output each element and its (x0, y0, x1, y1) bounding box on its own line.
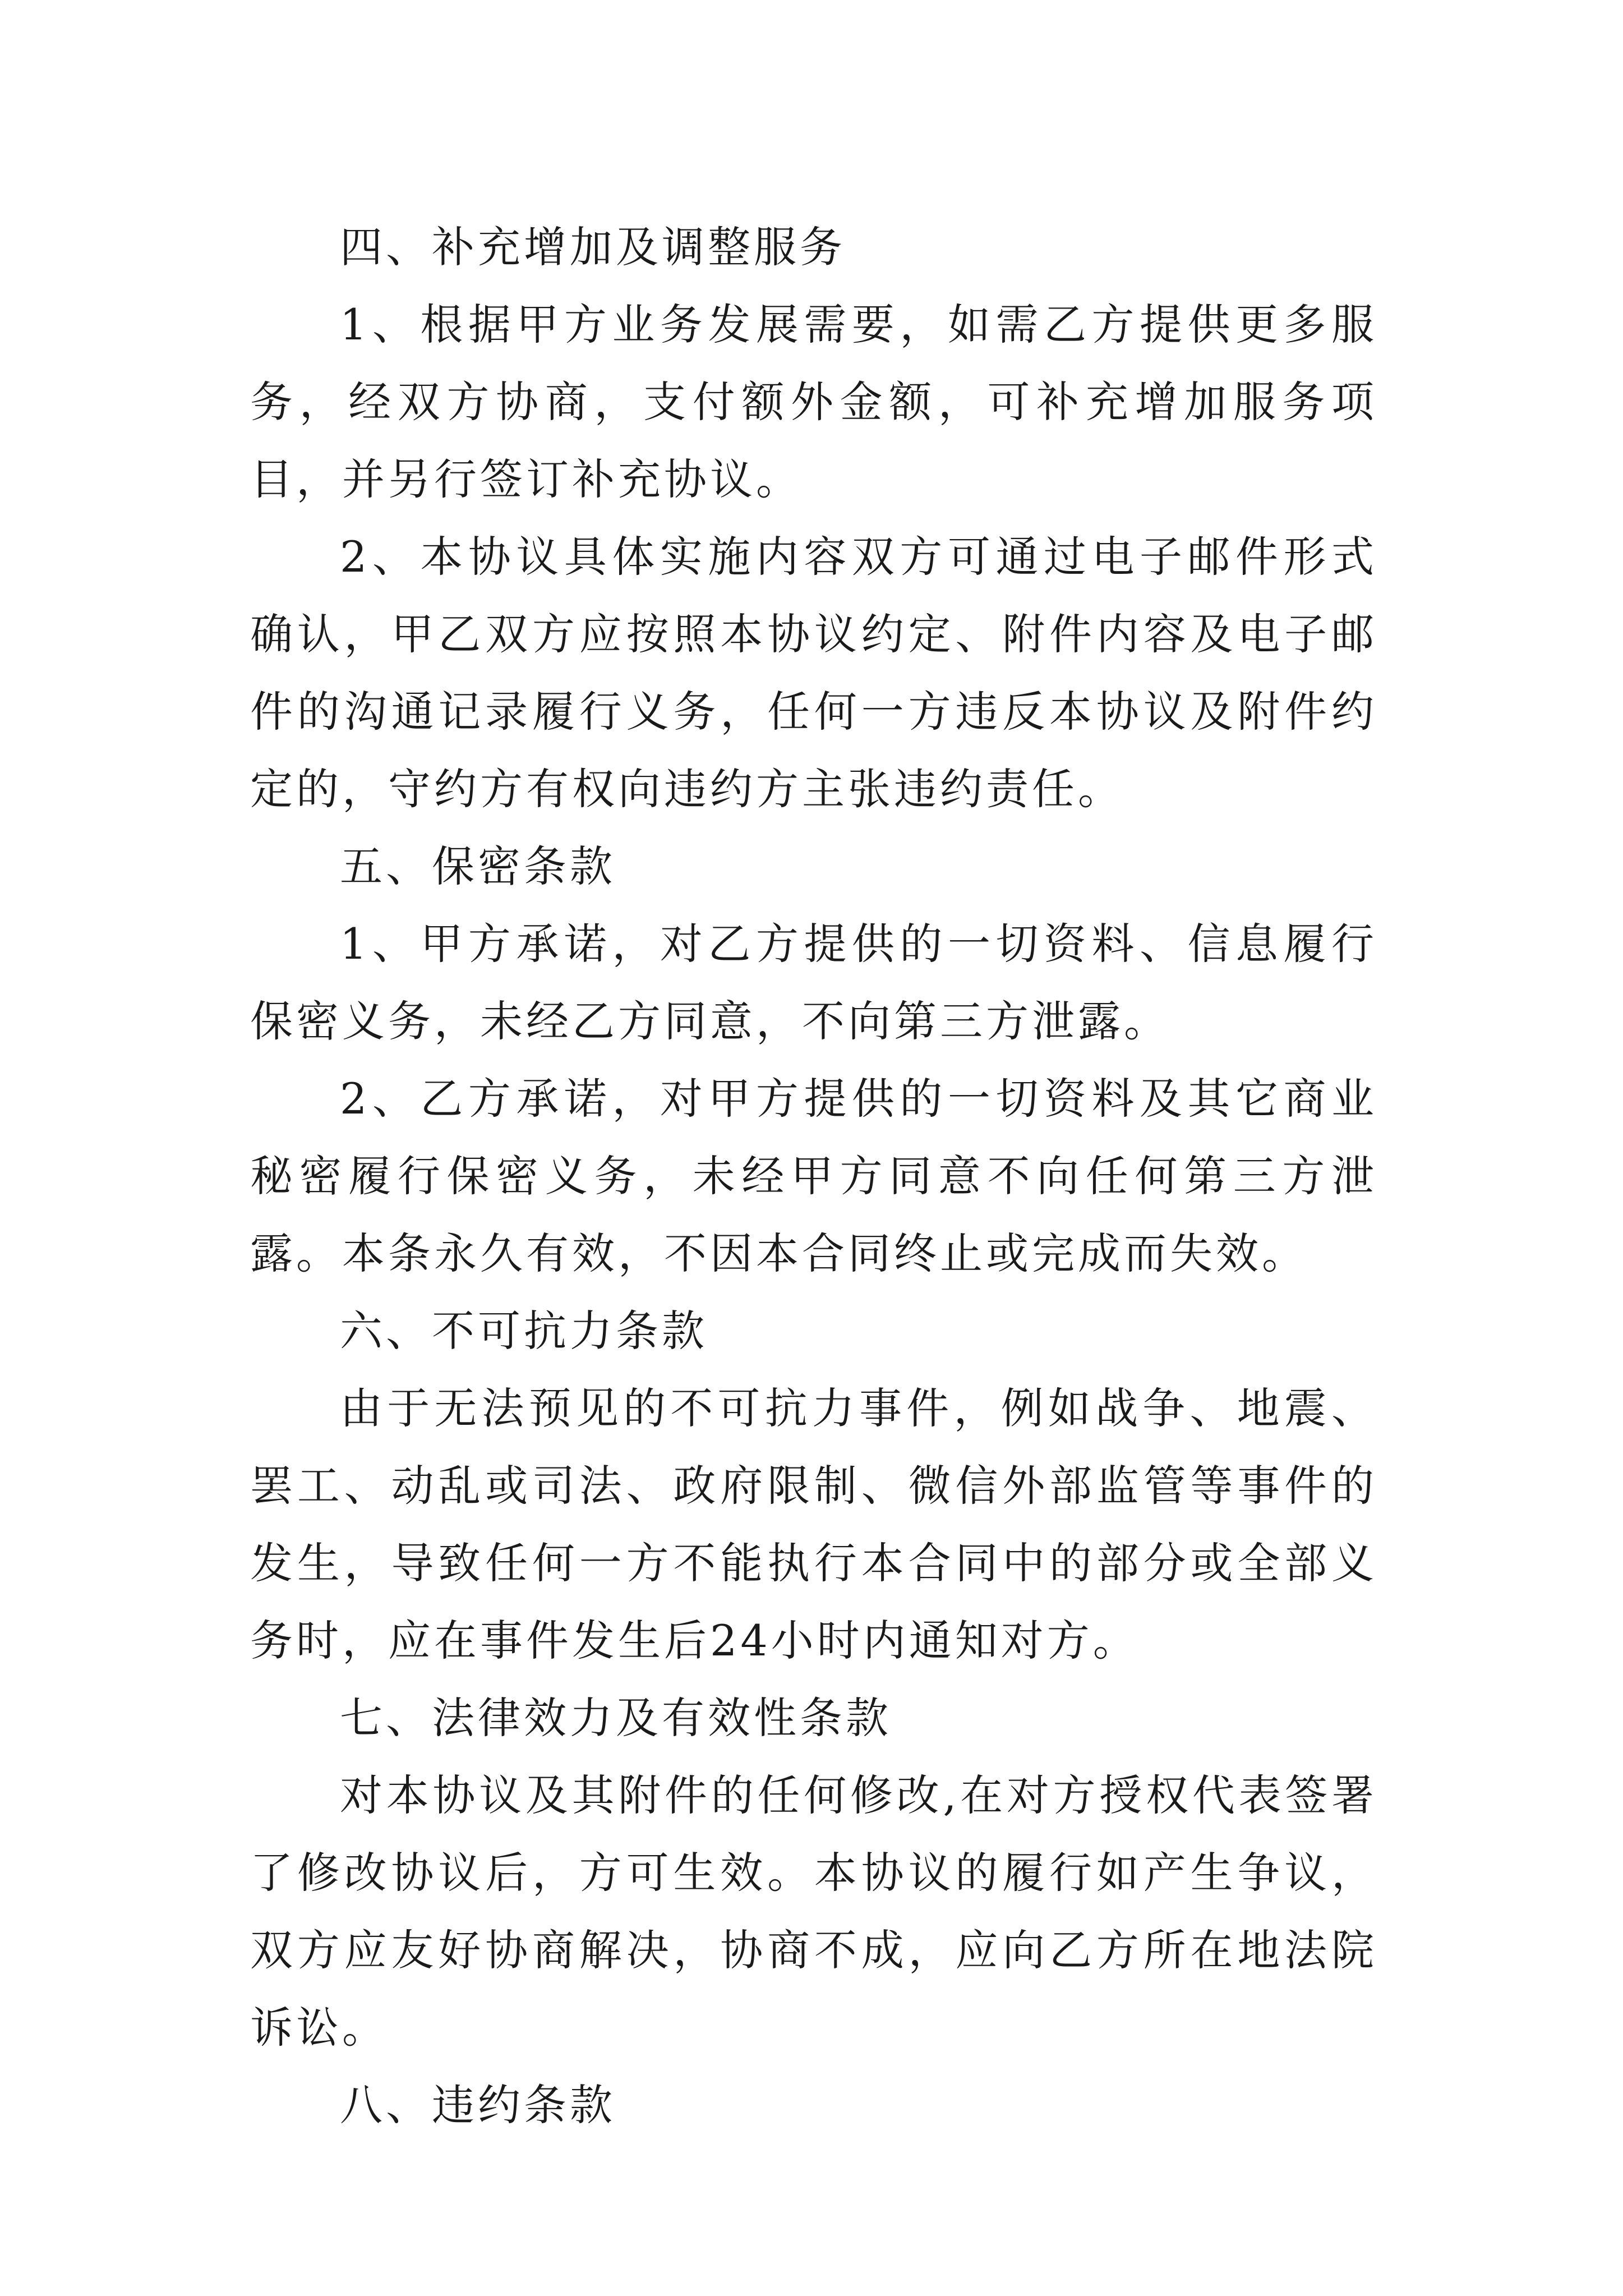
paragraph: 由于无法预见的不可抗力事件，例如战争、地震、罢工、动乱或司法、政府限制、微信外部监管等事件的发生，导致任何一方不能执行本合同中的部分或全部义务时，应在事件发生后24小时内通知对方。 (250, 1383, 1377, 1665)
section-heading-8: 八、违约条款 (340, 2080, 616, 2130)
document-body (250, 209, 1377, 2144)
paragraph: 2、本协议具体实施内容双方可通过电子邮件形式确认，甲乙双方应按照本协议约定、附件内容及电子邮件的沟通记录履行义务，任何一方违反本协议及附件约定的，守约方有权向违约方主张违约责任。 (250, 532, 1377, 814)
paragraph: 1、甲方承诺，对乙方提供的一切资料、信息履行保密义务，未经乙方同意，不向第三方泄露。 (250, 919, 1377, 1046)
paragraph: 对本协议及其附件的任何修改,在对方授权代表签署了修改协议后，方可生效。本协议的履行如产生争议，双方应友好协商解决，协商不成，应向乙方所在地法院诉讼。 (250, 1770, 1377, 2053)
section-heading-4: 四、补充增加及调整服务 (340, 222, 846, 272)
section-heading-6: 六、不可抗力条款 (340, 1306, 708, 1356)
section-heading-7: 七、法律效力及有效性条款 (340, 1693, 892, 1743)
section-heading-5: 五、保密条款 (340, 841, 616, 891)
paragraph: 2、乙方承诺，对甲方提供的一切资料及其它商业秘密履行保密义务，未经甲方同意不向任何第三方泄露。本条永久有效，不因本合同终止或完成而失效。 (250, 1074, 1377, 1278)
paragraph: 1、根据甲方业务发展需要，如需乙方提供更多服务，经双方协商，支付额外金额，可补充增加服务项目，并另行签订补充协议。 (250, 300, 1377, 504)
